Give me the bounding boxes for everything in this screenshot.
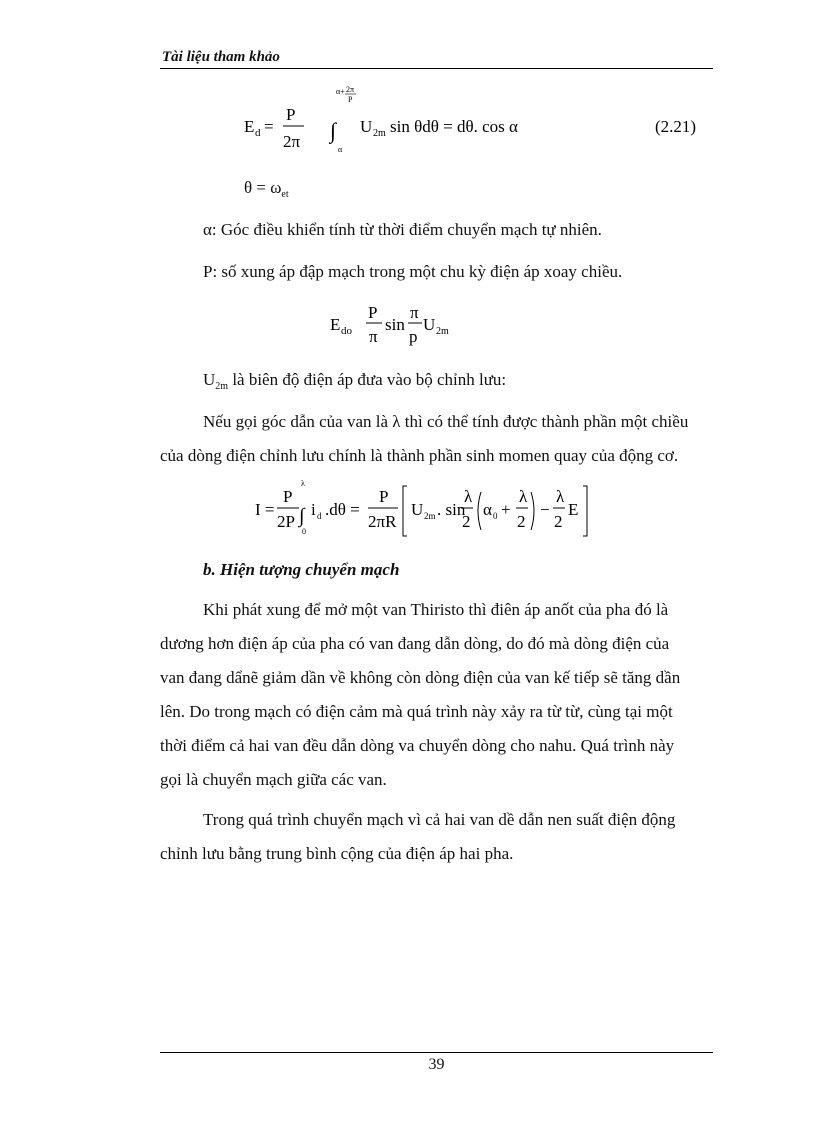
svg-text:2πR: 2πR [368,512,397,531]
paragraph-3-line-1: Trong quá trình chuyển mạch vì cả hai van dề dẫn nen suất điện động [203,810,676,829]
paragraph-2-line-1: Khi phát xung để mở một van Thiristo thì điên áp anốt của pha đó là [203,600,669,619]
svg-text:0: 0 [302,527,306,536]
svg-text:λ: λ [301,479,305,488]
svg-text:i: i [311,500,316,519]
svg-text:0: 0 [493,511,498,521]
svg-text:=: = [264,117,274,136]
svg-text:P: P [348,95,353,104]
svg-text:.dθ =: .dθ = [325,500,360,519]
page-number: 39 [428,1056,445,1073]
svg-text:I =: I = [255,500,275,519]
svg-text:2m: 2m [373,128,386,139]
section-heading: b. Hiện tượng chuyển mạch [203,560,400,579]
paragraph-2-line-4: lên. Do trong mạch có điện cảm mà quá trình này xảy ra từ từ, cùng tại một [160,702,673,721]
svg-text:U: U [423,315,436,334]
svg-text:+: + [501,500,511,519]
equation-edo-svg [330,298,470,354]
equation-number: (2.21) [655,117,697,136]
paragraph-2-line-3: van đang dẩnẽ giảm dần về không còn dòng điện của van kế tiếp sẽ tăng dần [160,668,681,687]
equation-current-svg [255,478,595,542]
svg-text:α: α [483,500,492,519]
svg-text:U: U [411,500,424,519]
svg-text:p: p [409,327,418,346]
svg-text:2: 2 [554,512,563,531]
header-rule [160,68,713,69]
svg-text:E: E [244,117,255,136]
svg-text:α: α [338,145,343,154]
svg-text:E: E [330,315,341,334]
svg-text:2P: 2P [277,512,295,531]
svg-text:∫: ∫ [299,505,305,527]
svg-text:U: U [360,117,373,136]
svg-text:−: − [540,500,550,519]
paragraph-2-line-6: gọi là chuyển mạch giữa các van. [160,770,387,789]
svg-text:λ: λ [519,487,528,506]
paragraph-2-line-2: dương hơn điện áp của pha có van đang dẫn dòng, do đó mà dòng điện của [160,634,670,653]
paragraph-1-line-1: Nếu gọi góc dẫn của van là λ thì có thể tính được thành phần một chiều [203,412,689,431]
svg-text:∫: ∫ [330,118,337,143]
u2m-sub: 2m [215,381,229,392]
svg-text:λ: λ [556,487,565,506]
svg-text:do: do [341,325,352,337]
svg-text:2: 2 [462,512,471,531]
svg-text:d: d [317,511,322,521]
svg-text:2π: 2π [283,132,301,151]
svg-text:sin: sin [385,315,405,334]
paragraph-1-line-2: của dòng điện chỉnh lưu chính là thành phần sinh momen quay của động cơ. [160,446,679,465]
theta-definition [244,178,289,205]
paragraph-2-line-5: thời điểm cả hai van đều dẫn dòng va chuyển dòng cho nahu. Quá trình này [160,736,675,755]
equation-current [255,478,595,547]
svg-text:. sin: . sin [437,500,466,519]
svg-text:2m: 2m [424,511,436,521]
svg-text:2: 2 [517,512,526,531]
svg-text:P: P [368,303,378,322]
equation-edo [330,298,470,359]
svg-text:d: d [255,127,261,139]
paragraph-3-line-2: chỉnh lưu bằng trung bình cộng của điện áp hai pha. [160,844,514,863]
svg-text:E: E [568,500,579,519]
svg-text:α+: α+ [336,87,345,96]
theta-definition-sub: et [281,189,289,200]
footer-rule [160,1052,713,1053]
svg-text:λ: λ [464,487,473,506]
u2m-text: là biên độ điện áp đưa vào bộ chỉnh lưu: [228,370,507,389]
equation-2-21 [0,80,816,170]
svg-text:P: P [283,487,293,506]
p-description: P: số xung áp đập mạch trong một chu kỳ điện áp xoay chiều. [203,262,623,281]
equation-2-21-svg [0,80,816,170]
theta-definition-text: θ = ω [244,178,282,197]
svg-text:P: P [379,487,389,506]
page-header-title: Tài liệu tham khảo [162,49,280,65]
svg-text:π: π [369,327,378,346]
alpha-description: α: Góc điều khiển tính từ thời điểm chuyển mạch tự nhiên. [203,220,602,239]
svg-text:sin θdθ = dθ. cos α: sin θdθ = dθ. cos α [390,117,518,136]
svg-text:π: π [410,303,419,322]
svg-text:2π: 2π [346,85,355,94]
svg-text:2m: 2m [436,326,449,337]
u2m-symbol: U [203,370,216,389]
svg-text:P: P [286,105,296,124]
u2m-description [203,370,506,397]
